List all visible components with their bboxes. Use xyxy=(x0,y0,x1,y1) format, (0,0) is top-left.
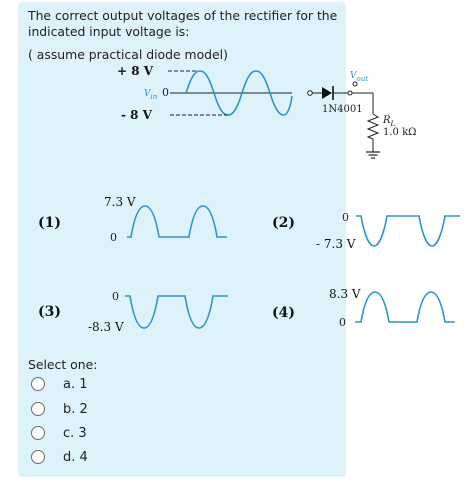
radio-button[interactable] xyxy=(31,426,45,440)
choice-number: (3) xyxy=(38,304,61,320)
choice-number: (4) xyxy=(272,305,295,321)
question-line: ( assume practical diode model) xyxy=(28,47,228,62)
question-line: The correct output voltages of the rectifier for the xyxy=(28,8,338,23)
diode-part-label: 1N4001 xyxy=(322,104,363,115)
input-terminal xyxy=(308,91,313,96)
resistor-value-label: 1.0 kΩ xyxy=(383,127,417,138)
radio-button[interactable] xyxy=(31,450,45,464)
vin-zero-label: 0 xyxy=(162,86,169,99)
vin-symbol: $V_{in}$ xyxy=(144,89,158,101)
rectifier-circuit xyxy=(308,71,417,158)
choice-peak-label: - 7.3 V xyxy=(316,237,356,251)
radio-button[interactable] xyxy=(31,377,45,391)
option-c[interactable] xyxy=(28,423,87,443)
choice-number: (1) xyxy=(38,215,61,231)
option-label: d. 4 xyxy=(63,449,88,465)
choice-zero-label: 0 xyxy=(112,290,119,303)
option-b[interactable] xyxy=(28,399,88,419)
choice-peak-label: 8.3 V xyxy=(329,287,361,301)
output-waveform xyxy=(125,296,228,328)
choice-1 xyxy=(38,195,227,244)
choice-4 xyxy=(272,287,455,329)
choice-number: (2) xyxy=(272,215,295,231)
choice-peak-label: -8.3 V xyxy=(88,320,124,334)
output-node xyxy=(348,91,352,95)
vin-negative-peak-label: - 8 V xyxy=(121,108,152,122)
input-waveform-diagram xyxy=(117,64,292,122)
output-waveform xyxy=(127,206,227,237)
option-d[interactable] xyxy=(28,447,88,467)
select-one-label: Select one: xyxy=(28,357,98,372)
output-waveform xyxy=(356,216,460,246)
choice-zero-label: 0 xyxy=(339,316,346,329)
option-label: b. 2 xyxy=(63,401,88,417)
output-waveform xyxy=(355,292,455,322)
choice-2 xyxy=(272,211,460,251)
choice-3 xyxy=(38,290,228,334)
radio-button[interactable] xyxy=(31,402,45,416)
choice-zero-label: 0 xyxy=(342,211,349,224)
diode-symbol xyxy=(322,87,332,99)
question-line: indicated input voltage is: xyxy=(28,24,190,39)
vout-symbol: $V_{out}$ xyxy=(350,71,369,83)
option-label: c. 3 xyxy=(63,425,87,441)
choice-peak-label: 7.3 V xyxy=(104,195,136,209)
option-label: a. 1 xyxy=(63,376,88,392)
vin-positive-peak-label: + 8 V xyxy=(117,64,154,78)
resistor-symbol-label: $R_L$ xyxy=(383,115,396,128)
option-a[interactable] xyxy=(28,374,88,394)
choice-zero-label: 0 xyxy=(110,231,117,244)
resistor-symbol xyxy=(368,114,378,139)
